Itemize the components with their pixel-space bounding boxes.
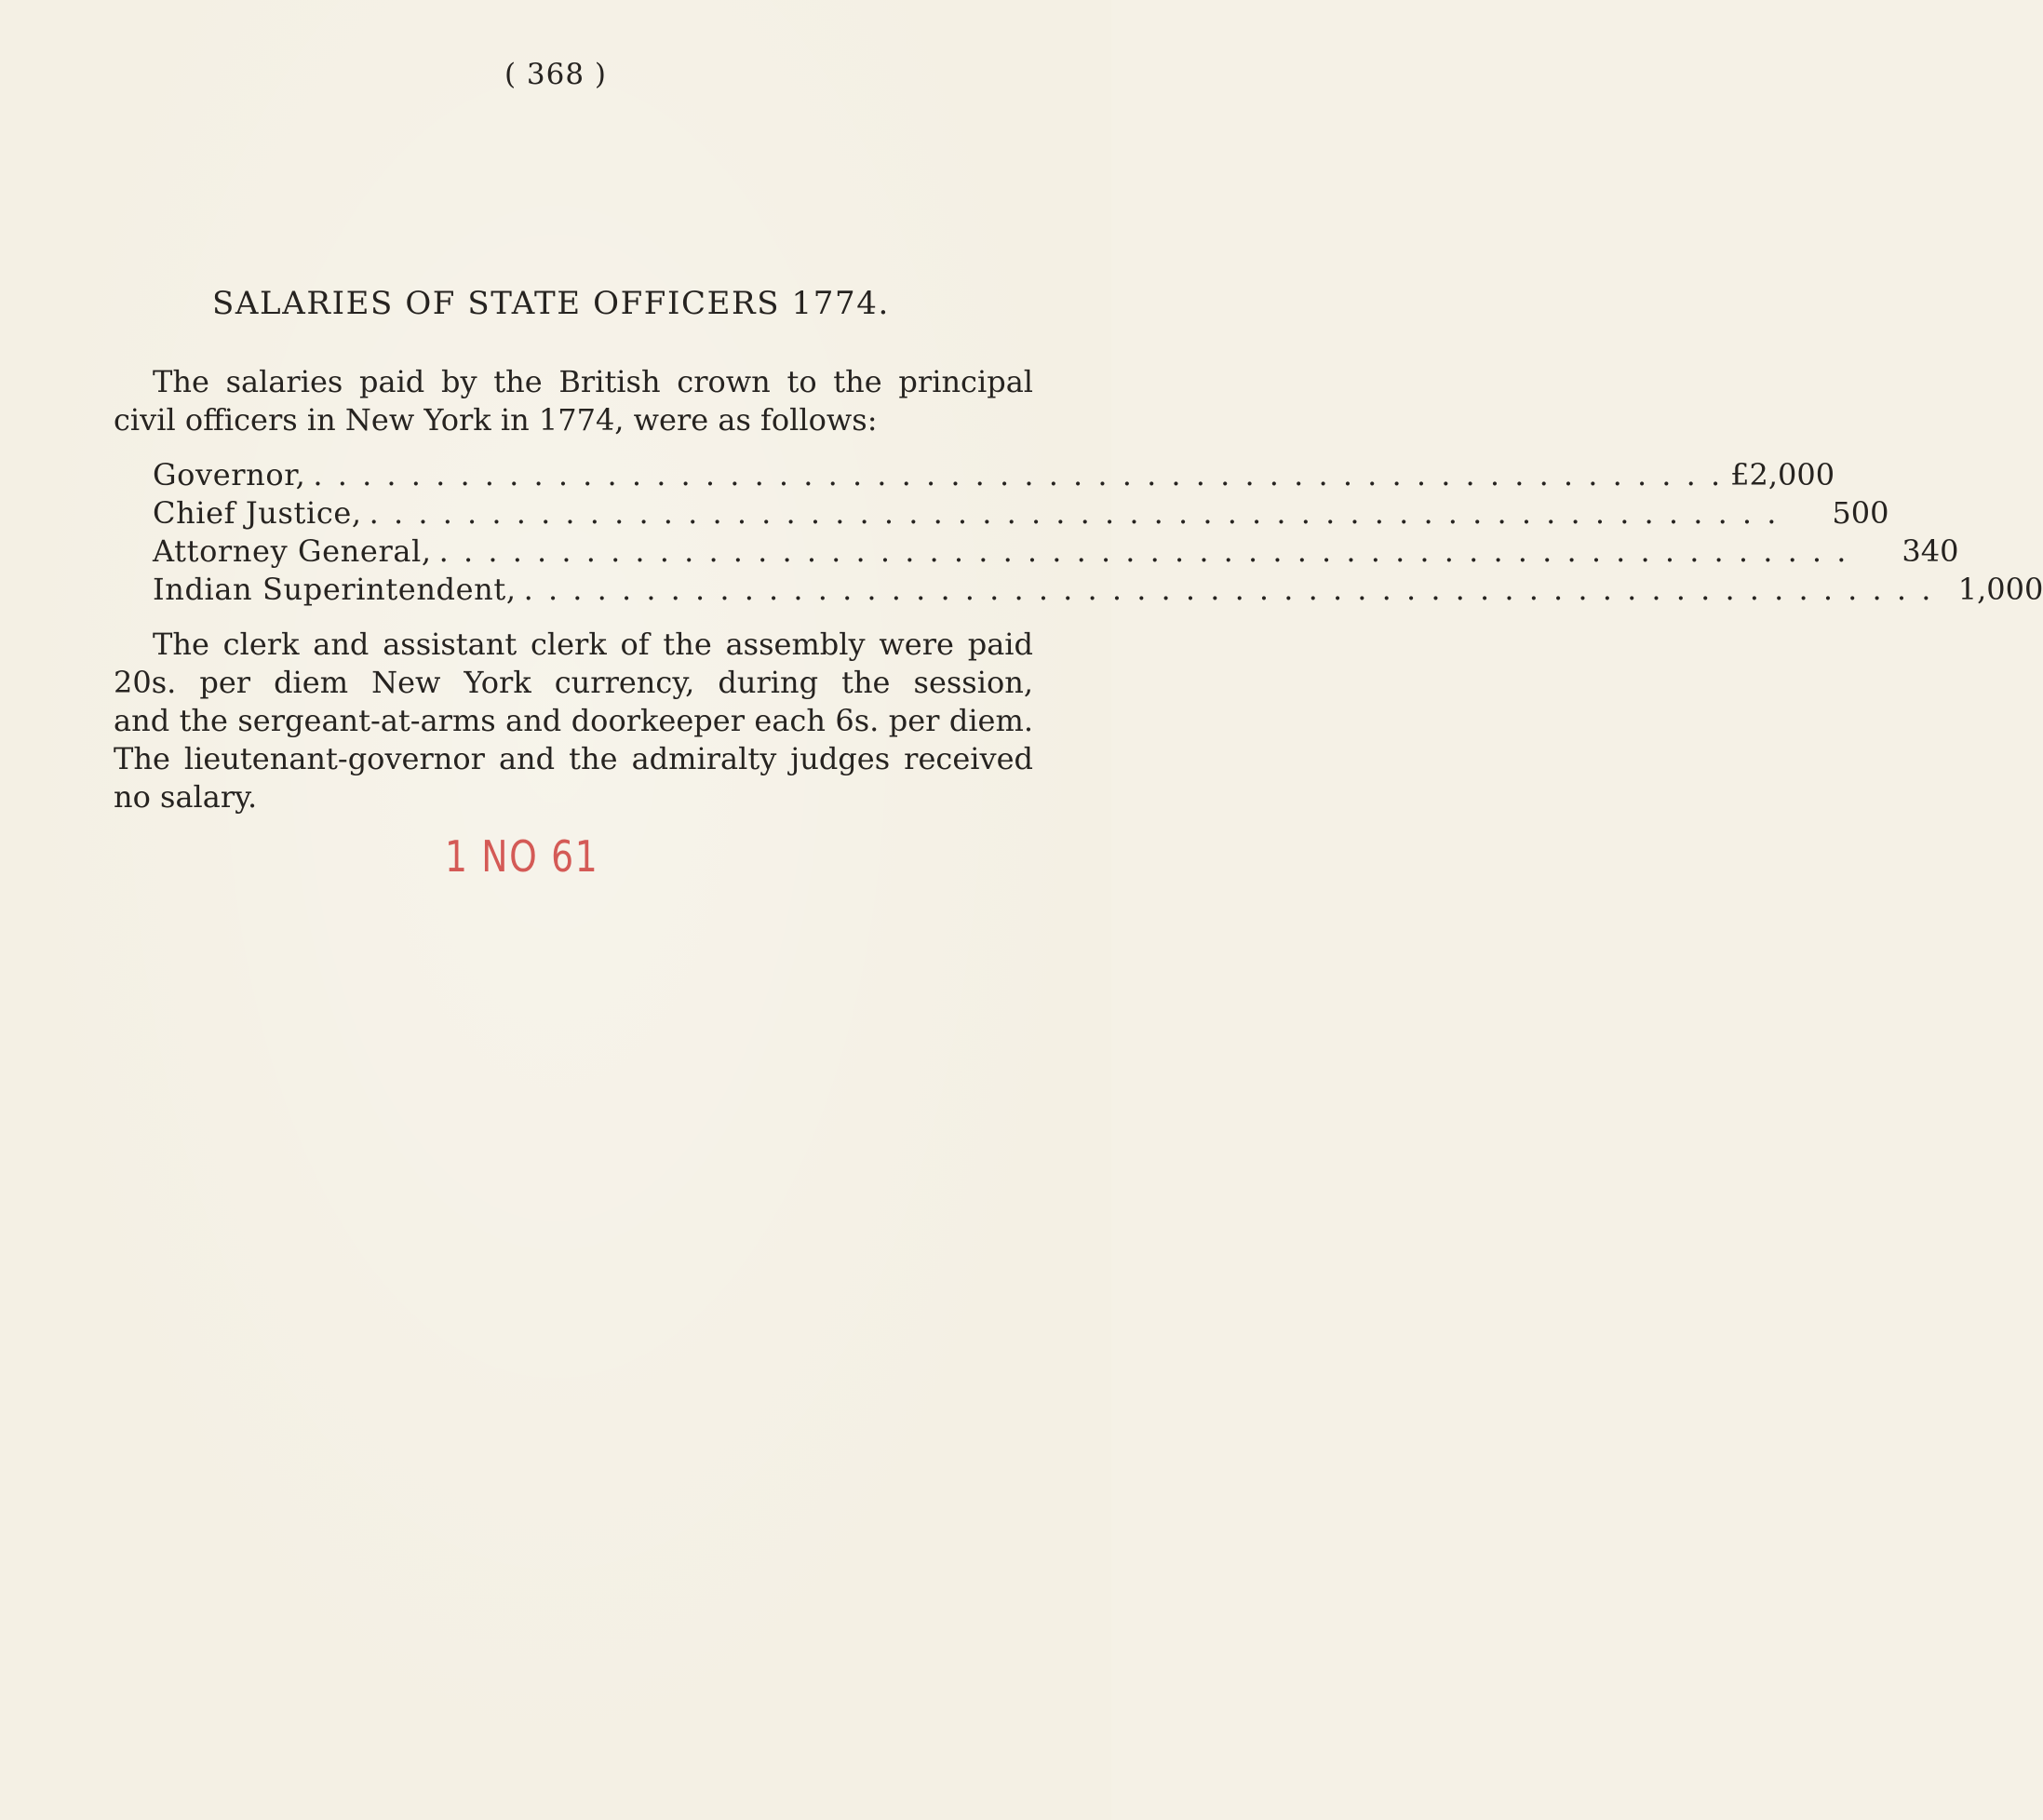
salary-office: Indian Superintendent, bbox=[153, 572, 517, 607]
salary-amount: 1,000 bbox=[1957, 572, 2043, 607]
salary-row bbox=[153, 456, 1835, 494]
closing-line: 20s. per diem New York currency, during the session, bbox=[114, 665, 1033, 700]
salary-amount: 340 bbox=[1902, 533, 1959, 569]
salary-office: Governor, bbox=[153, 457, 306, 492]
salary-row bbox=[153, 533, 1959, 571]
closing-line: and the sergeant-at-arms and doorkeeper each 6s. per diem. bbox=[114, 703, 1033, 738]
library-stamp: 1 NO 61 bbox=[445, 831, 599, 882]
intro-line: civil officers in New York in 1774, were as follows: bbox=[114, 402, 878, 438]
salary-row bbox=[153, 494, 1889, 533]
salary-amount: 500 bbox=[1832, 495, 1889, 531]
intro-line: The salaries paid by the British crown to the principal bbox=[153, 364, 1033, 399]
page-number: ( 368 ) bbox=[504, 58, 608, 91]
section-heading: SALARIES OF STATE OFFICERS 1774. bbox=[212, 285, 890, 322]
closing-line: The clerk and assistant clerk of the assembly were paid bbox=[153, 627, 1033, 662]
intro-paragraph bbox=[114, 363, 1033, 439]
salary-office: Attorney General, bbox=[153, 533, 432, 569]
salary-amount: £2,000 bbox=[1730, 457, 1835, 492]
salary-row bbox=[153, 571, 2043, 609]
closing-line: The lieutenant-governor and the admiralty judges received bbox=[114, 741, 1033, 776]
dot-leader: . . . . . . . . . . . . . . . . . . . . . . . . . . . . . . . . . . . . . . . . . . . . . . . . . . . . . . . . . . bbox=[313, 457, 1724, 492]
dot-leader: . . . . . . . . . . . . . . . . . . . . . . . . . . . . . . . . . . . . . . . . . . . . . . . . . . . . . . . . . . bbox=[369, 495, 1780, 531]
closing-line: no salary. bbox=[114, 779, 258, 815]
dot-leader: . . . . . . . . . . . . . . . . . . . . . . . . . . . . . . . . . . . . . . . . . . . . . . . . . . . . . . . . . . bbox=[523, 572, 1934, 607]
salary-table bbox=[153, 456, 2043, 609]
closing-paragraph bbox=[114, 626, 1033, 816]
dot-leader: . . . . . . . . . . . . . . . . . . . . . . . . . . . . . . . . . . . . . . . . . . . . . . . . . . . . . . . . . . bbox=[438, 533, 1849, 569]
salary-office: Chief Justice, bbox=[153, 495, 362, 531]
